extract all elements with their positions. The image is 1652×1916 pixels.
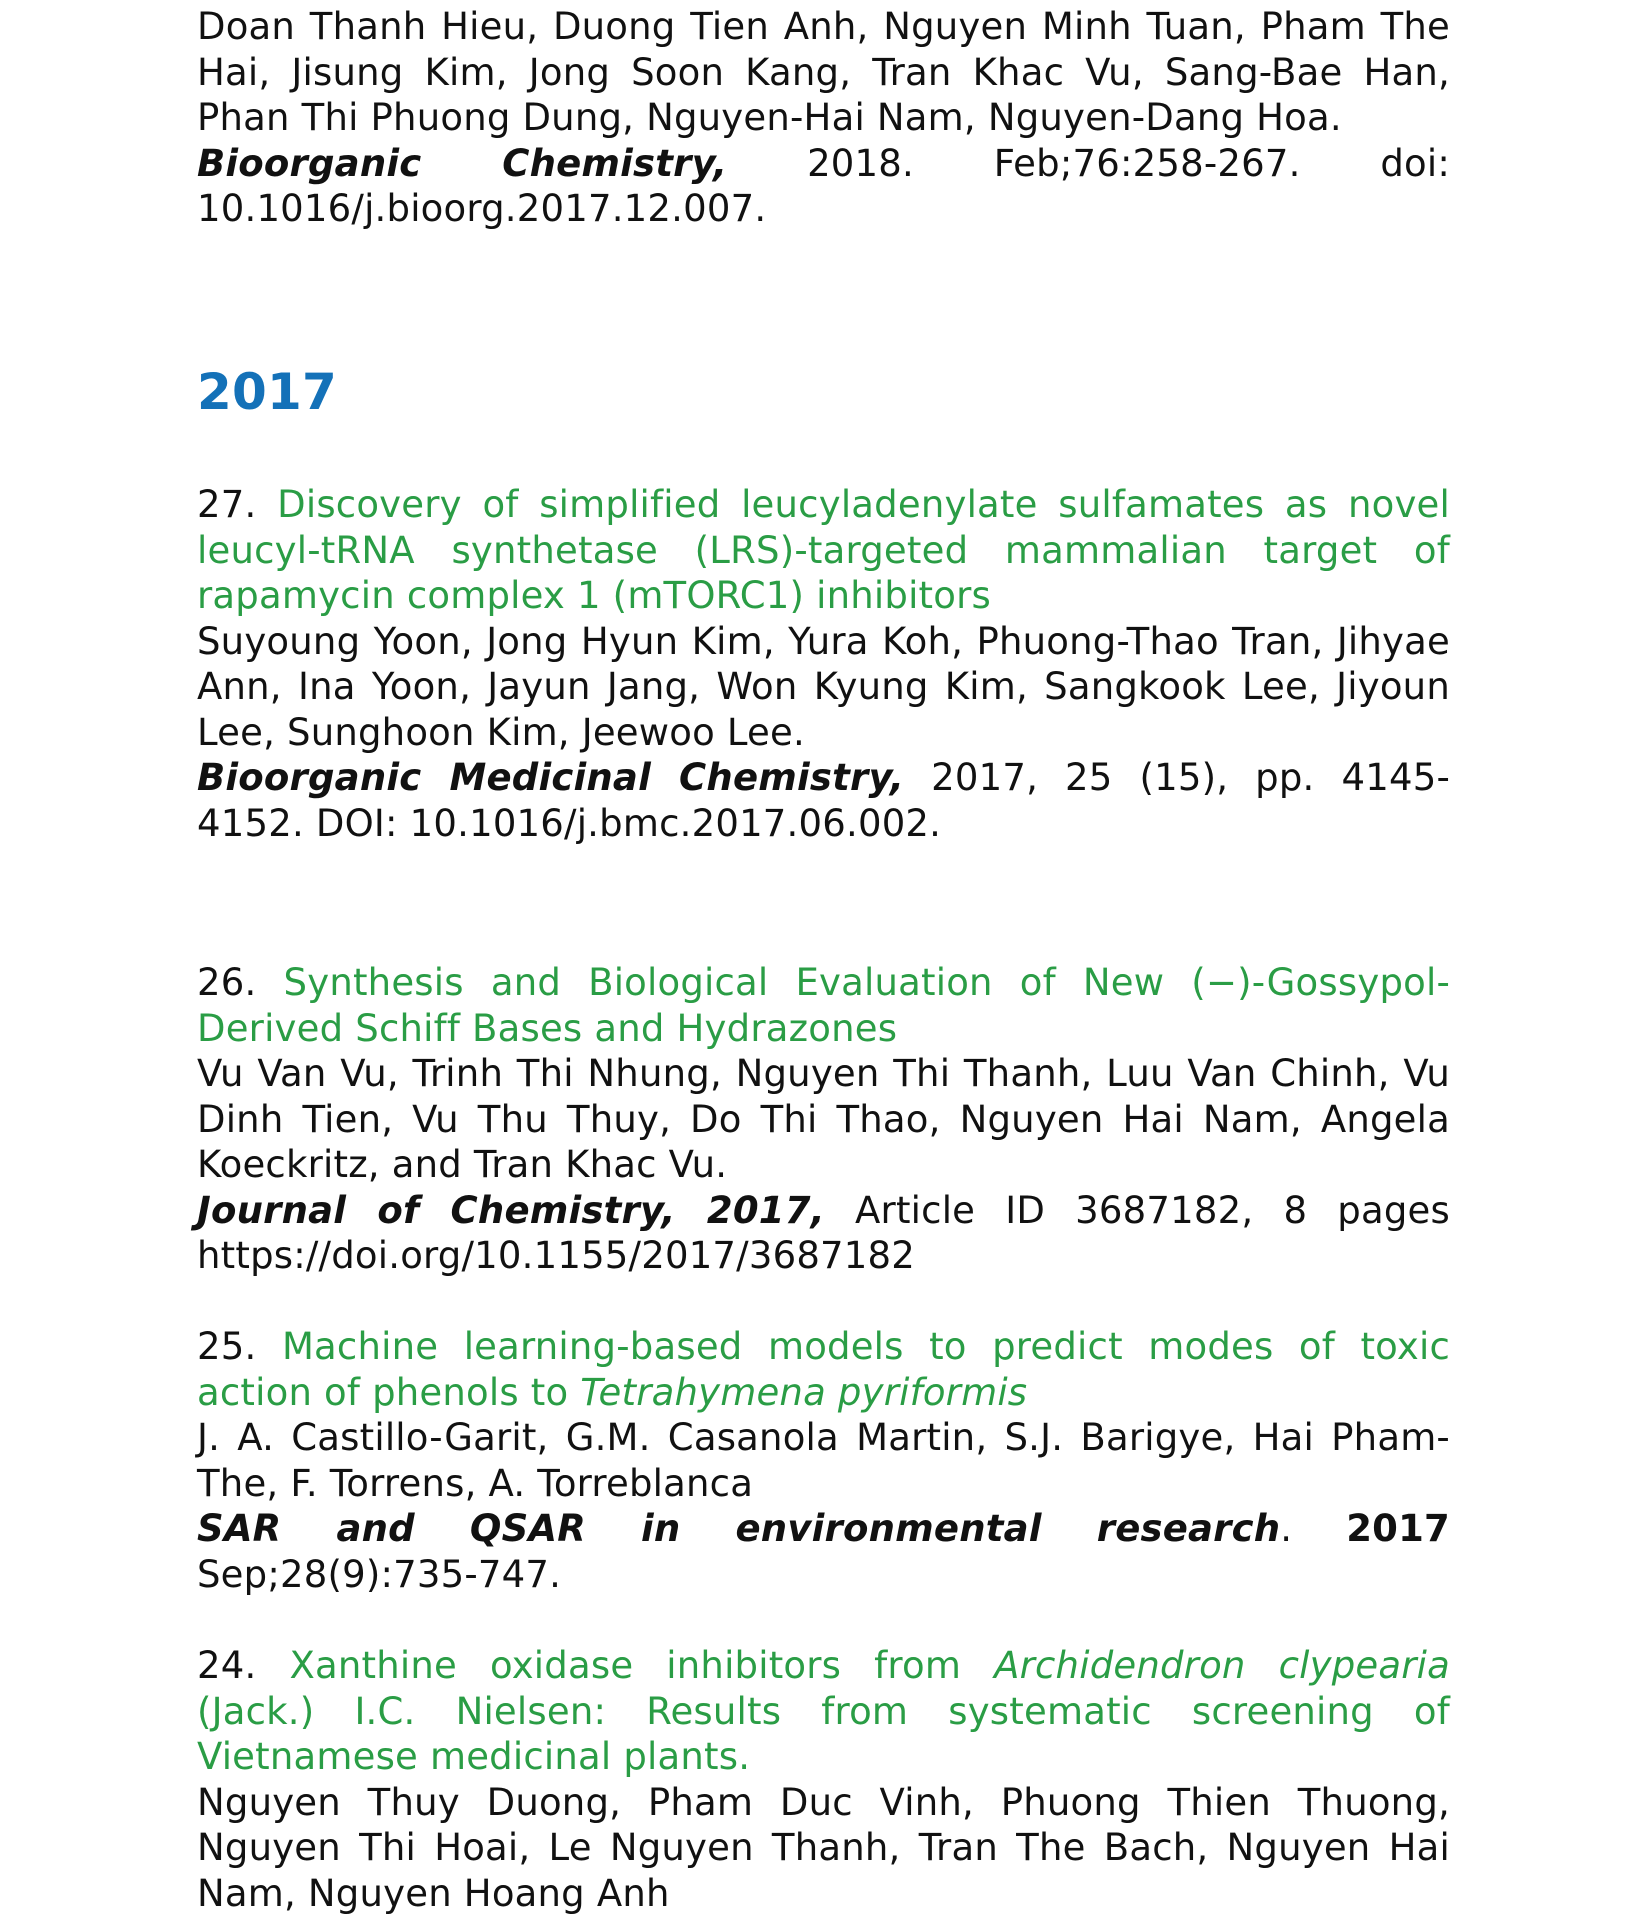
entry-title-line (197, 1324, 1450, 1415)
entry-citation (197, 141, 1450, 232)
entry-citation-details: Article ID 3687182, 8 pages https://doi.org/10.1155/2017/3687182 (197, 1188, 1450, 1277)
entry-title-species: Archidendron clypearia (994, 1644, 1450, 1687)
entry-authors: Vu Van Vu, Trinh Thi Nhung, Nguyen Thi Thanh, Luu Van Chinh, Vu Dinh Tien, Vu Thu Thuy, Do Thi Thao, Nguyen Hai Nam, Angela Koeckritz, and Tran Khac Vu. (197, 1052, 1450, 1186)
entry-citation (197, 755, 1450, 846)
publication-entry-27 (197, 482, 1450, 846)
publication-entry-25 (197, 1324, 1450, 1597)
entry-citation-details: Sep;28(9):735-747. (197, 1552, 562, 1596)
publication-entry-26 (197, 960, 1450, 1279)
entry-authors: Suyoung Yoon, Jong Hyun Kim, Yura Koh, Phuong-Thao Tran, Jihyae Ann, Ina Yoon, Jayun Jang, Won Kyung Kim, Sangkook Lee, Jiyoun Lee, Sunghoon Kim, Jeewoo Lee. (197, 619, 1450, 754)
entry-citation-details: 2017, 25 (15), pp. 4145-4152. DOI: 10.1016/j.bmc.2017.06.002. (197, 756, 1451, 845)
entry-year: 2017 (1346, 1507, 1450, 1550)
entry-authors: Doan Thanh Hieu, Duong Tien Anh, Nguyen Minh Tuan, Pham The Hai, Jisung Kim, Jong Soon Kang, Tran Khac Vu, Sang-Bae Han, Phan Thi Phuong Dung, Nguyen-Hai Nam, Nguyen-Dang Hoa. (197, 5, 1450, 139)
entry-title-link[interactable]: Synthesis and Biological Evaluation of New (−)-Gossypol-Derived Schiff Bases and Hydrazones (197, 961, 1450, 1050)
entry-title-link[interactable] (197, 1325, 1450, 1414)
entry-title-text: Machine learning-based models to predict modes of toxic action of phenols to (197, 1325, 1450, 1414)
entry-journal: Journal of Chemistry, 2017, (197, 1188, 825, 1232)
entry-title-line (197, 960, 1450, 1051)
publication-entry-24 (197, 1643, 1450, 1916)
publication-entry-prev (197, 4, 1450, 232)
year-heading: 2017 (197, 363, 337, 421)
entry-title-line (197, 1643, 1450, 1780)
entry-journal: Bioorganic Chemistry, (197, 141, 728, 185)
entry-citation (197, 1188, 1450, 1279)
entry-number: 25. (197, 1325, 257, 1368)
entry-journal-separator: . (1280, 1507, 1347, 1550)
entry-journal: SAR and QSAR in environmental research (197, 1507, 1281, 1550)
entry-title-text: Xanthine oxidase inhibitors from (289, 1644, 995, 1687)
entry-title-line (197, 482, 1450, 619)
entry-authors: Nguyen Thuy Duong, Pham Duc Vinh, Phuong Thien Thuong, Nguyen Thi Hoai, Le Nguyen Thanh, Tran The Bach, Nguyen Hai Nam, Nguyen Hoang Anh (197, 1780, 1450, 1915)
entry-number: 24. (197, 1644, 257, 1687)
entry-title-species: Tetrahymena pyriformis (580, 1370, 1028, 1414)
entry-title-rest: (Jack.) I.C. Nielsen: Results from systematic screening of Vietnamese medicinal plants. (197, 1689, 1450, 1778)
entry-authors: J. A. Castillo-Garit, G.M. Casanola Martin, S.J. Barigye, Hai Pham-The, F. Torrens, A. Torreblanca (197, 1416, 1450, 1505)
entry-citation-details: 2018. Feb;76:258-267. doi: 10.1016/j.bioorg.2017.12.007. (197, 141, 1450, 230)
entry-citation (197, 1506, 1450, 1597)
entry-number: 27. (197, 483, 257, 526)
entry-title-link[interactable] (197, 1644, 1450, 1778)
year-heading-block (197, 362, 1450, 422)
entry-title-link[interactable]: Discovery of simplified leucyladenylate sulfamates as novel leucyl-tRNA synthetase (LRS)-targeted mammalian target of rapamycin complex 1 (mTORC1) inhibitors (197, 483, 1451, 617)
entry-journal: Bioorganic Medicinal Chemistry, (197, 756, 905, 799)
entry-number: 26. (197, 961, 257, 1004)
